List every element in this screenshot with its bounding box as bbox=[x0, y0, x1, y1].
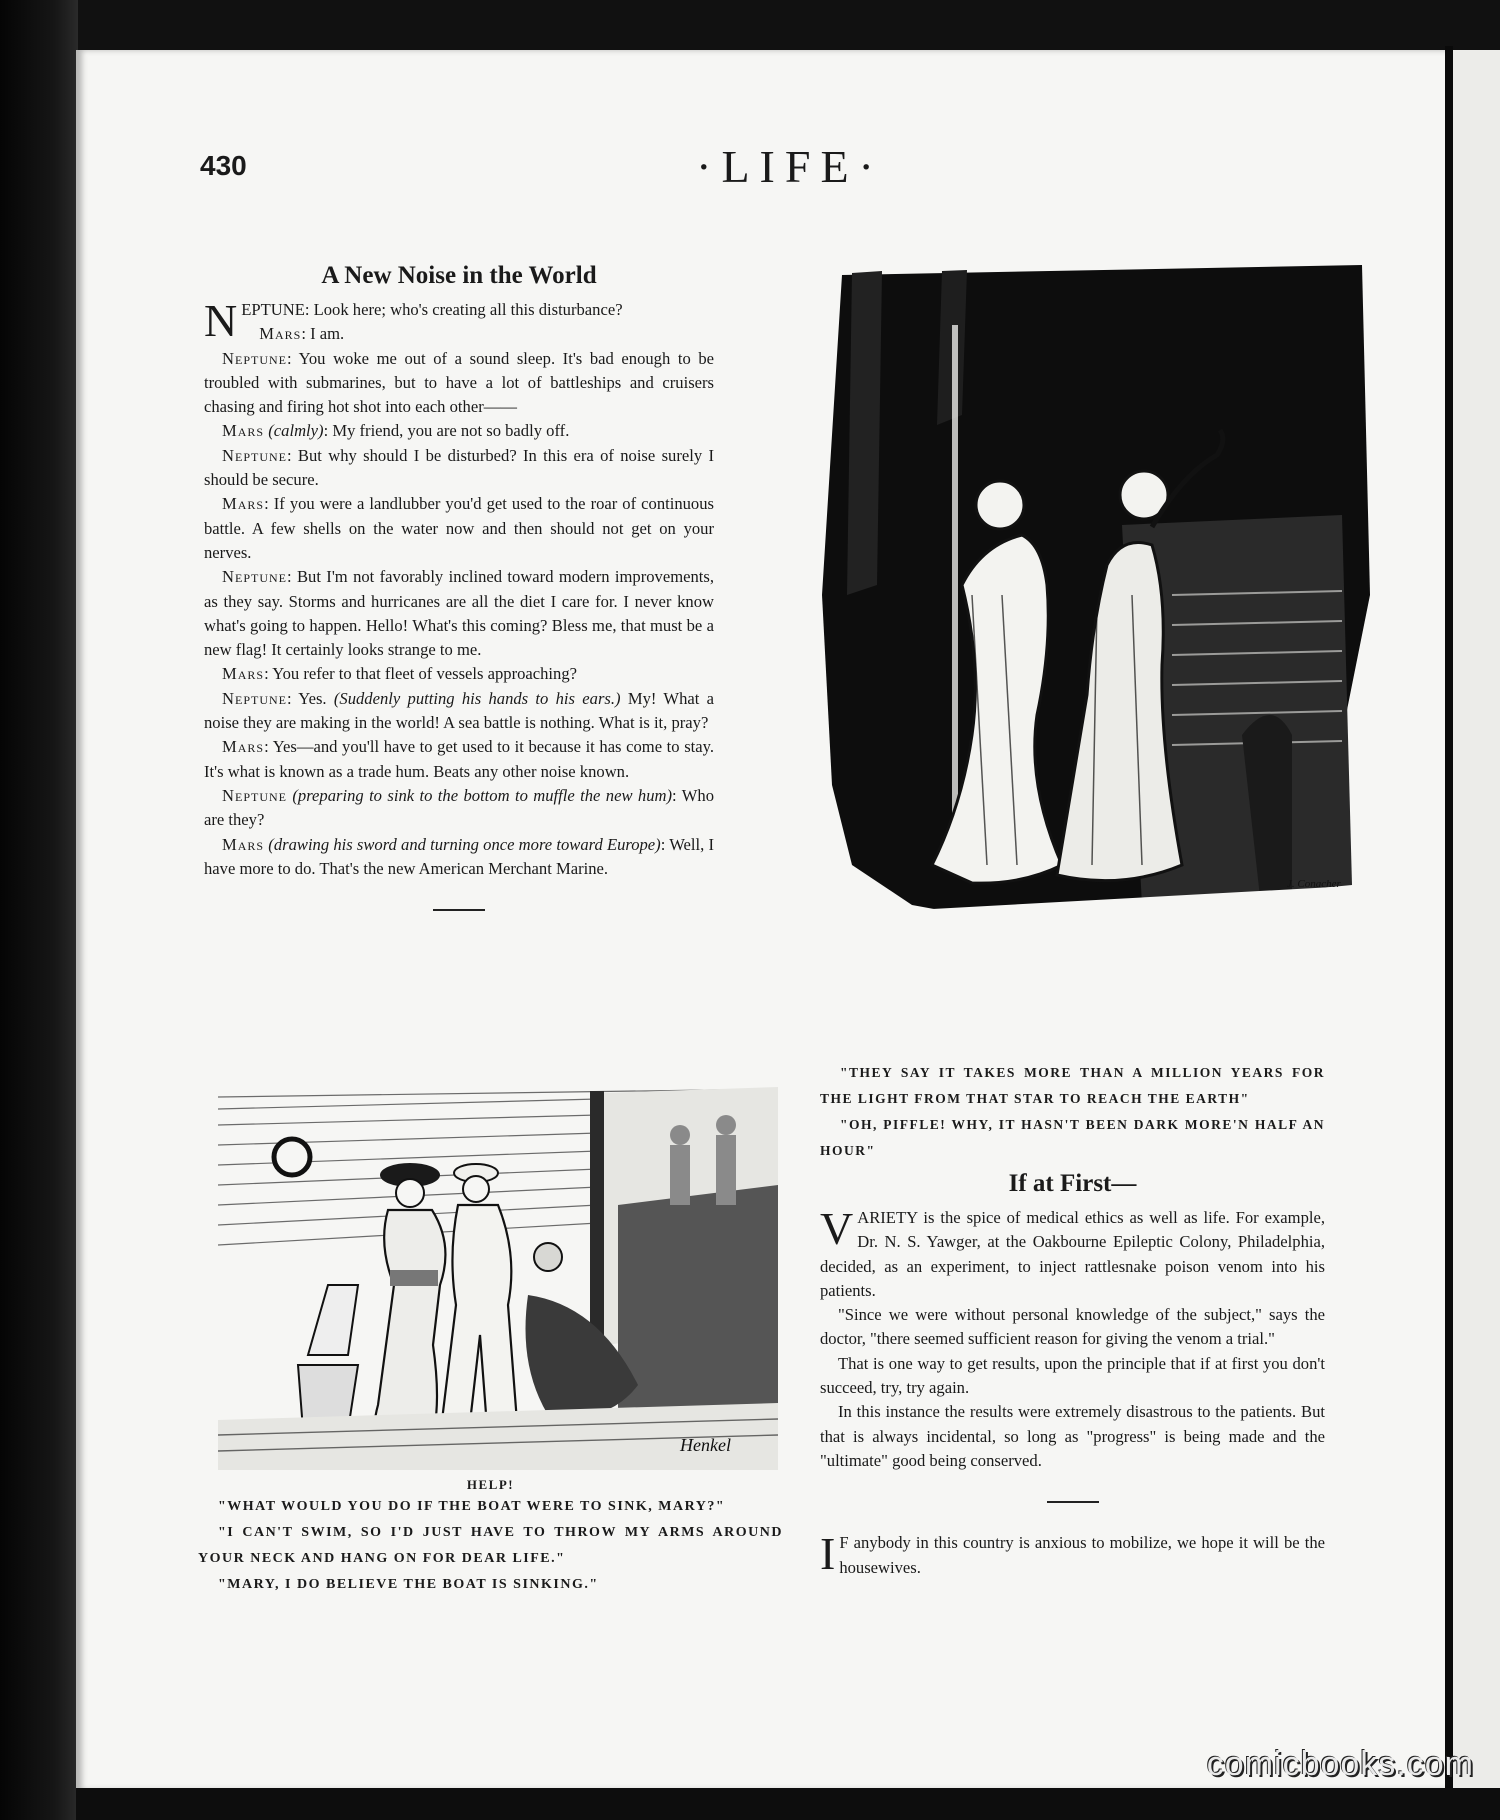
dialogue: : If you were a landlubber you'd get used to the roar of continuous battle. A few shells on the water now and then should not get on your nerves. bbox=[204, 494, 714, 562]
paragraph: In this instance the results were extremely disastrous to the patients. But that is always incidental, so long as "progress" is being made and the "ultimate" good being conserved. bbox=[820, 1402, 1325, 1470]
cartoon-help-illustration bbox=[218, 1085, 778, 1470]
article-mobilize bbox=[820, 1528, 1325, 1580]
dialogue: : You woke me out of a sound sleep. It's bad enough to be troubled with submarines, but to have a lot of battleships and cruisers chasing and firing hot shot into each other—— bbox=[204, 348, 714, 417]
speaker: Mars bbox=[222, 834, 265, 854]
paragraph: That is one way to get results, upon the principle that if at first you don't succeed, try, try again. bbox=[820, 1353, 1325, 1398]
article-new-noise bbox=[204, 262, 714, 939]
next-page-edge bbox=[1453, 50, 1500, 1790]
speaker: EPTUNE bbox=[241, 300, 305, 319]
caption-line: "WHAT WOULD YOU DO IF THE BOAT WERE TO SINK, MARY?" bbox=[218, 1499, 726, 1514]
caption-stargazers bbox=[820, 1060, 1325, 1164]
speaker: Neptune bbox=[222, 567, 287, 587]
cartoon-signature: J. Conacher bbox=[1287, 878, 1341, 890]
speaker: Mars bbox=[259, 324, 302, 344]
paragraph bbox=[204, 419, 714, 443]
paragraph: "Since we were without personal knowledge of the subject," says the doctor, "there seemed sufficient reason for giving the venom a trial." bbox=[820, 1305, 1325, 1349]
dialogue: : Well, I have more to do. That's the new American Merchant Marine. bbox=[204, 834, 714, 878]
section-divider bbox=[433, 909, 485, 911]
speaker: Mars bbox=[222, 664, 265, 684]
paragraph bbox=[204, 784, 714, 833]
paragraph bbox=[204, 444, 714, 493]
caption-title: HELP! bbox=[466, 1477, 515, 1492]
paragraph-text: F anybody in this country is anxious to mobilize, we hope it will be the housewives. bbox=[839, 1533, 1325, 1577]
drop-cap: N bbox=[204, 295, 238, 346]
stage-direction: (drawing his sword and turning once more toward Europe) bbox=[268, 834, 661, 854]
stage-direction: (calmly) bbox=[268, 421, 324, 441]
article-title: If at First— bbox=[1008, 1170, 1137, 1197]
dialogue: : I am. bbox=[301, 324, 345, 344]
drop-cap: V bbox=[820, 1203, 854, 1254]
speaker: Mars bbox=[222, 737, 265, 757]
article-body bbox=[820, 1203, 1325, 1473]
article-if-at-first bbox=[820, 1170, 1325, 1580]
dialogue: : But why should I be disturbed? In this era of noise surely I should be secure. bbox=[204, 445, 714, 490]
paragraph-text: ARIETY is the spice of medical ethics as well as life. For example, Dr. N. S. Yawger, at the Oakbourne Epileptic Colony, Philadelphia, decided, as an experiment, to inject rattlesnake poison venom into his patients. bbox=[820, 1208, 1325, 1300]
caption-line: "I CAN'T SWIM, SO I'D JUST HAVE TO THROW MY ARMS AROUND YOUR NECK AND HANG ON FOR DEAR LIFE." bbox=[198, 1525, 783, 1566]
dialogue: : You refer to that fleet of vessels approaching? bbox=[264, 664, 577, 684]
dialogue: : My friend, you are not so badly off. bbox=[323, 421, 570, 441]
cartoon-stargazers-illustration bbox=[822, 265, 1370, 1015]
page-fold bbox=[1445, 46, 1453, 1794]
section-divider bbox=[1047, 1501, 1099, 1503]
paragraph bbox=[204, 833, 714, 882]
paragraph bbox=[204, 565, 714, 662]
speaker: Neptune bbox=[222, 785, 287, 805]
caption-line: "OH, PIFFLE! WHY, IT HASN'T BEEN DARK MORE'N HALF AN HOUR" bbox=[820, 1117, 1325, 1158]
article-body bbox=[204, 295, 715, 881]
paragraph bbox=[204, 347, 714, 420]
speaker: Mars bbox=[222, 421, 265, 441]
paragraph bbox=[204, 687, 714, 736]
caption-line: "THEY SAY IT TAKES MORE THAN A MILLION YEARS FOR THE LIGHT FROM THAT STAR TO REACH THE EARTH" bbox=[820, 1065, 1325, 1106]
speaker: Neptune bbox=[222, 445, 287, 465]
paragraph bbox=[204, 492, 714, 565]
speaker: Mars bbox=[222, 494, 265, 514]
dialogue: : But I'm not favorably inclined toward modern improvements, as they say. Storms and hurricanes are all the diet I care for. I never know what's going to happen. Hello! What's this coming? Bless me, that must be a new flag! It certainly looks strange to me. bbox=[204, 567, 714, 660]
paragraph bbox=[820, 1203, 1325, 1303]
paragraph bbox=[820, 1528, 1325, 1580]
paragraph bbox=[204, 322, 714, 346]
caption-help bbox=[198, 1472, 783, 1598]
watermark: comicbooks.com bbox=[1206, 1745, 1474, 1783]
speaker: Neptune bbox=[222, 688, 287, 708]
drop-cap: I bbox=[820, 1528, 836, 1580]
stage-direction: (Suddenly putting his hands to his ears.) bbox=[333, 688, 621, 708]
scan-left-edge bbox=[0, 0, 78, 1820]
stage-direction: (preparing to sink to the bottom to muffle the new hum) bbox=[292, 785, 673, 805]
paragraph bbox=[204, 662, 714, 686]
dialogue: My! What a noise they are making in the world! A sea battle is nothing. What is it, pray? bbox=[204, 688, 715, 733]
paragraph bbox=[204, 735, 714, 784]
scan-bottom-edge bbox=[76, 1788, 1500, 1820]
dialogue: : Yes—and you'll have to get used to it because it has come to stay. It's what is known as a trade hum. Beats any other noise known. bbox=[204, 737, 714, 781]
masthead: ·LIFE· bbox=[696, 141, 884, 192]
article-title: A New Noise in the World bbox=[321, 262, 597, 289]
caption-line: "MARY, I DO BELIEVE THE BOAT IS SINKING." bbox=[218, 1577, 599, 1592]
dialogue: : Who are they? bbox=[204, 785, 715, 830]
speaker: Neptune bbox=[222, 348, 287, 368]
dialogue: : Yes. bbox=[286, 688, 327, 708]
page-number: 430 bbox=[200, 150, 247, 181]
dialogue: : Look here; who's creating all this disturbance? bbox=[304, 300, 623, 319]
cartoon-signature: Henkel bbox=[680, 1435, 731, 1455]
